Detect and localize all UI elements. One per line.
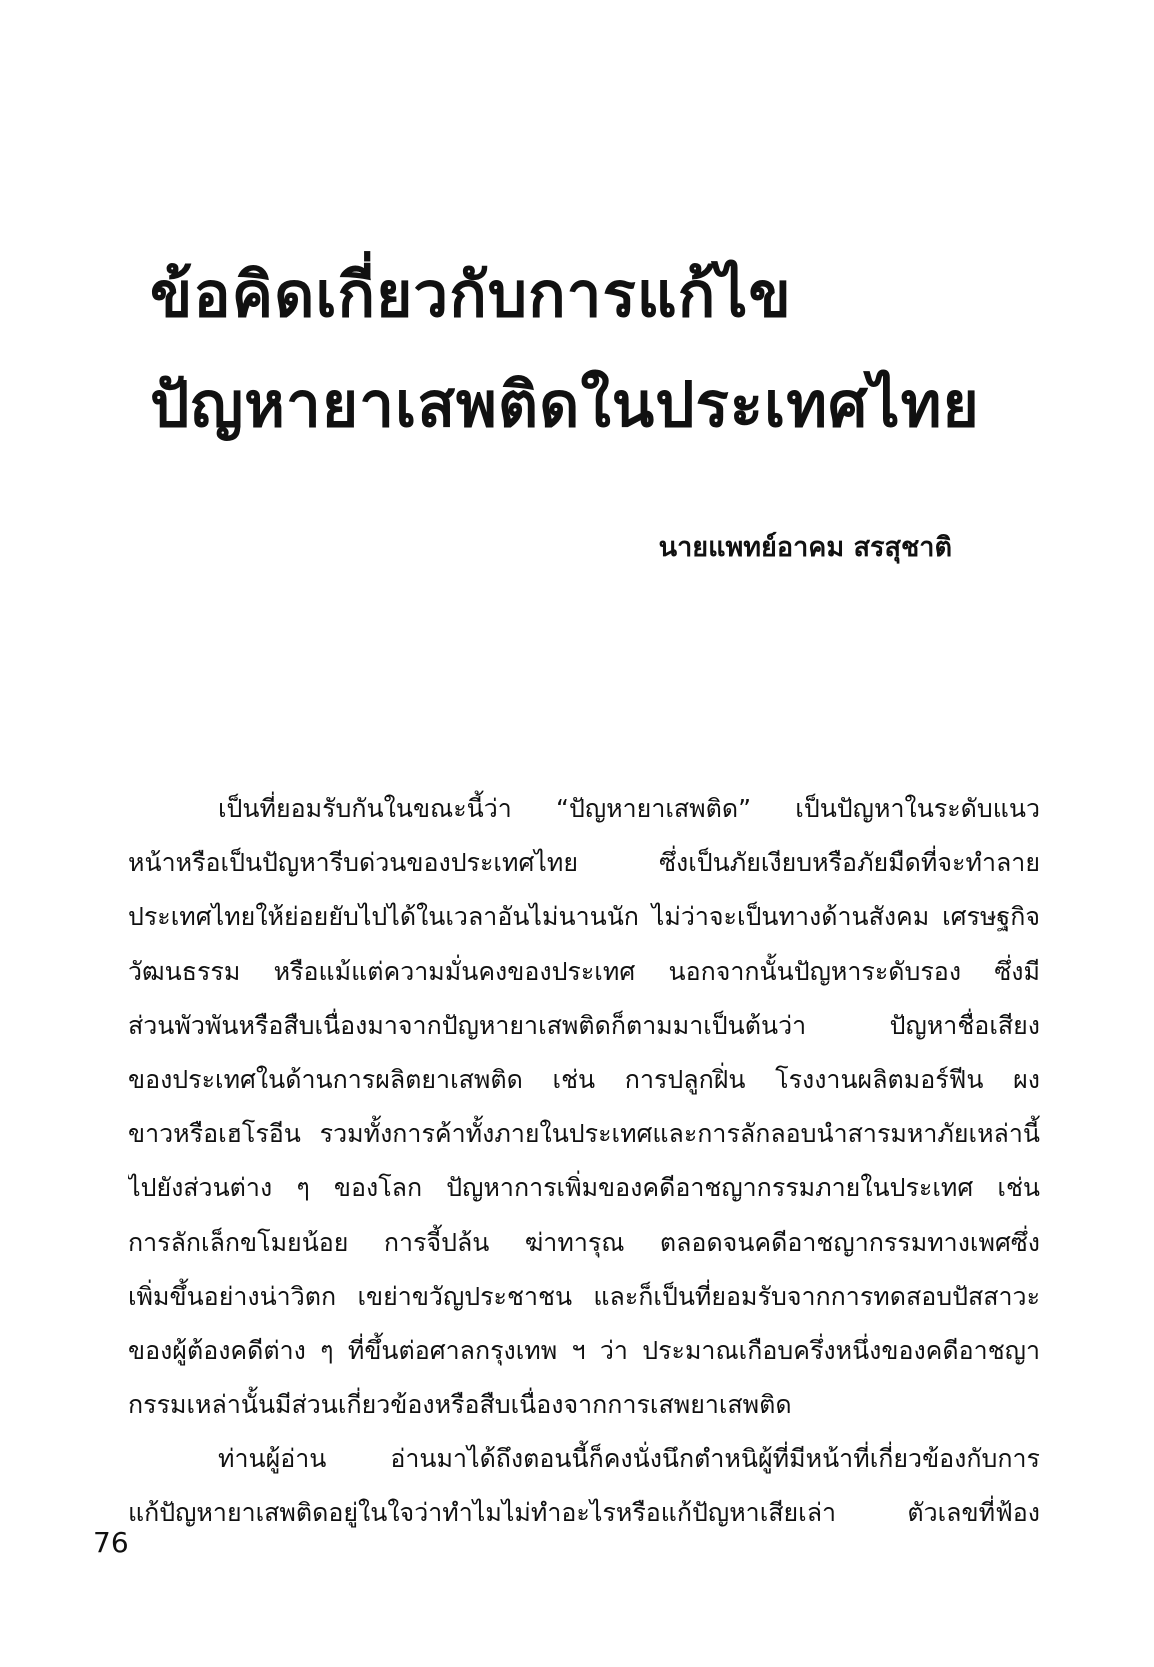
paragraph-2-line-2: แก้ปัญหายาเสพติดอยู่ในใจว่าทำไมไม่ทำอะไรหรือแก้ปัญหาเสียเล่า ตัวเลขที่ฟ้อง	[128, 1498, 1040, 1528]
paragraph-1-line-7: ขาวหรือเฮโรอีน รวมทั้งการค้าทั้งภายในประเทศและการลักลอบนำสารมหาภัยเหล่านี้	[128, 1119, 1040, 1149]
paragraph-1-line-1: เป็นที่ยอมรับกันในขณะนี้ว่า “ปัญหายาเสพติด” เป็นปัญหาในระดับแนว	[218, 794, 1040, 823]
paragraph-1-line-9: การลักเล็กขโมยน้อย การจี้ปล้น ฆ่าทารุณ ตลอดจนคดีอาชญากรรมทางเพศซึ่ง	[128, 1227, 1040, 1257]
paragraph-1-line-8: ไปยังส่วนต่าง ๆ ของโลก ปัญหาการเพิ่มของคดีอาชญากรรมภายในประเทศ เช่น	[128, 1173, 1040, 1203]
paragraph-2-line-1: ท่านผู้อ่าน อ่านมาได้ถึงตอนนี้ก็คงนั่งนึกตำหนิผู้ที่มีหน้าที่เกี่ยวข้องกับการ	[218, 1444, 1040, 1474]
paragraph-1-line-6: ของประเทศในด้านการผลิตยาเสพติด เช่น การปลูกฝิ่น โรงงานผลิตมอร์ฟีน ผง	[128, 1064, 1040, 1094]
paragraph-1-line-11: ของผู้ต้องคดีต่าง ๆ ที่ขึ้นต่อศาลกรุงเทพ ฯ ว่า ประมาณเกือบครึ่งหนึ่งของคดีอาชญา	[128, 1335, 1040, 1365]
paragraph-1-line-4: วัฒนธรรม หรือแม้แต่ความมั่นคงของประเทศ นอกจากนั้นปัญหาระดับรอง ซึ่งมี	[128, 956, 1040, 986]
paragraph-1-line-10: เพิ่มขึ้นอย่างน่าวิตก เขย่าขวัญประชาชน และก็เป็นที่ยอมรับจากการทดสอบปัสสาวะ	[128, 1281, 1040, 1311]
paragraph-1-line-12: กรรมเหล่านั้นมีส่วนเกี่ยวข้องหรือสืบเนื่องจากการเสพยาเสพติด	[128, 1390, 792, 1420]
paragraph-1-line-5: ส่วนพัวพันหรือสืบเนื่องมาจากปัญหายาเสพติดก็ตามมาเป็นต้นว่า ปัญหาชื่อเสียง	[128, 1010, 1040, 1040]
article-body	[128, 782, 1040, 1541]
paragraph-1-line-2: หน้าหรือเป็นปัญหารีบด่วนของประเทศไทย ซึ่งเป็นภัยเงียบหรือภัยมืดที่จะทำลาย	[128, 848, 1040, 878]
article-title	[150, 240, 1050, 460]
author-name: นายแพทย์อาคม สรสุชาติ	[658, 532, 952, 563]
title-line-1: ข้อคิดเกี่ยวกับการแก้ไข	[150, 258, 792, 331]
paragraph-1-line-3: ประเทศไทยให้ย่อยยับไปได้ในเวลาอันไม่นานนัก ไม่ว่าจะเป็นทางด้านสังคม เศรษฐกิจ	[128, 902, 1040, 932]
title-line-2: ปัญหายาเสพติดในประเทศไทย	[150, 368, 980, 441]
page-number: 76	[93, 1526, 129, 1559]
